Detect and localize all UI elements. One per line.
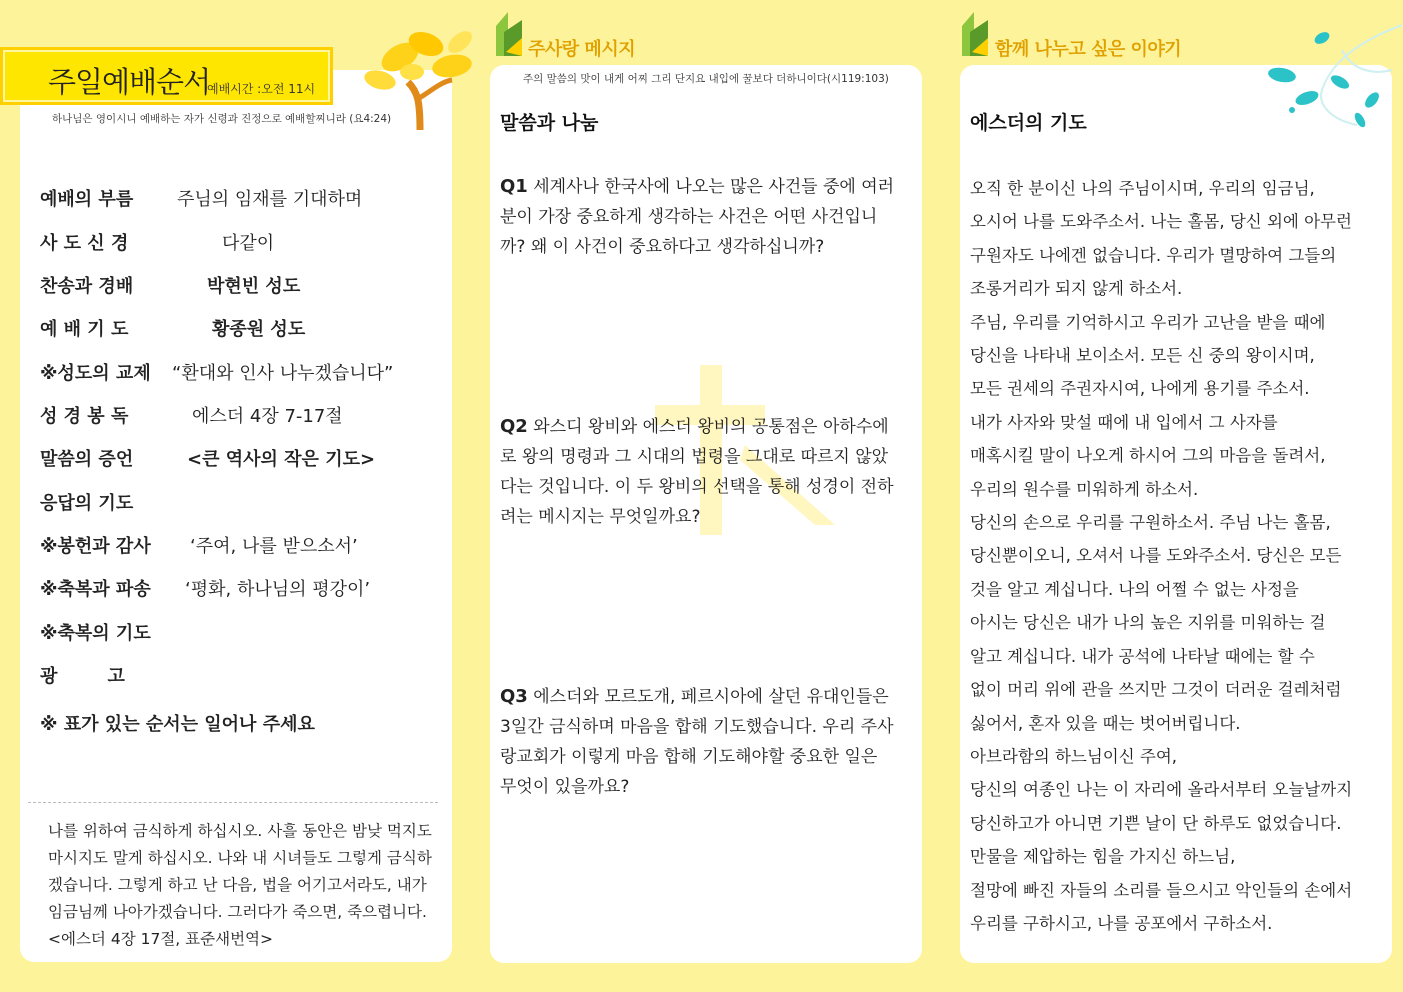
order-item-label: 사 도 신 경: [40, 233, 129, 254]
service-time: 예배시간 :오전 11시: [207, 82, 316, 96]
order-item-label: 성 경 봉 독: [40, 406, 129, 427]
prayer-line: 오시어 나를 도와주소서. 나는 홀몸, 당신 외에 아무런: [970, 212, 1352, 232]
prayer-line: 당신을 나타내 보이소서. 모든 신 중의 왕이시며,: [970, 346, 1315, 366]
order-item-value: 다같이: [222, 233, 275, 254]
order-item-label: ※봉헌과 감사: [40, 536, 151, 557]
prayer-line: 당신의 여종인 나는 이 자리에 올라서부터 오늘날까지: [970, 780, 1353, 800]
standing-note-text: ※ 표가 있는 순서는 일어나 주세요: [40, 714, 315, 735]
prayer-line: 오직 한 분이신 나의 주님이시며, 우리의 임금님,: [970, 179, 1315, 198]
order-item-value: 박현빈 성도: [207, 276, 301, 297]
prayer-text: [970, 172, 1370, 940]
order-item: [40, 489, 133, 515]
prayer-line: 주님, 우리를 기억하시고 우리가 고난을 받을 때에: [970, 312, 1326, 332]
order-item: [40, 662, 125, 688]
order-item-value: 황종원 성도: [212, 319, 306, 340]
order-item-value: ‘평화, 하나님의 평강이’: [185, 579, 371, 600]
prayer-line: 당신뿐이오니, 오셔서 나를 도와주소서. 당신은 모든: [970, 546, 1342, 566]
order-item-label: 예배의 부름: [40, 189, 134, 210]
message-verse: 주의 말씀의 맛이 내게 어찌 그리 단지요 내입에 꿀보다 더하니이다(시119:103): [523, 73, 889, 85]
prayer-line: 우리를 구하시고, 나를 공포에서 구하소서.: [970, 913, 1273, 933]
order-item-label: ※축복과 파송: [40, 579, 151, 600]
order-item: [40, 575, 371, 601]
order-item-label: 예 배 기 도: [40, 319, 129, 340]
order-item: [40, 359, 394, 385]
question-text: 세계사나 한국사에 나오는 많은 사건들 중에 여러분이 가장 중요하게 생각하는 사건은 어떤 사건입니까? 왜 이 사건이 중요하다고 생각하십니까?: [500, 177, 895, 257]
order-item: [40, 402, 343, 428]
order-item: [40, 272, 301, 298]
question-number: Q2: [500, 416, 528, 437]
prayer-line: 매혹시킬 말이 나오게 하시어 그의 마음을 돌려서,: [970, 446, 1326, 466]
order-item-label: 응답의 기도: [40, 493, 134, 514]
order-item: [40, 445, 376, 471]
message-title: 말씀과 나눔: [500, 112, 599, 134]
prayer-line: 조롱거리가 되지 않게 하소서.: [970, 279, 1183, 299]
prayer-line: 아브라함의 하느님이신 주여,: [970, 746, 1178, 766]
prayer-line: 모든 권세의 주권자시여, 나에게 용기를 주소서.: [970, 379, 1310, 399]
prayer-line: 당신하고가 아니면 기쁜 날이 단 하루도 없었습니다.: [970, 813, 1342, 833]
page-title: 주일예배순서: [48, 65, 211, 99]
order-item-value: 에스더 4장 7-17절: [192, 406, 343, 427]
order-item: [40, 315, 306, 341]
divider: [28, 802, 438, 803]
prayer-line: 아시는 당신은 내가 나의 높은 지위를 미워하는 걸: [970, 613, 1326, 633]
order-item-label: ※축복의 기도: [40, 623, 151, 644]
order-item: [40, 532, 358, 558]
order-item-value: <큰 역사의 작은 기도>: [187, 449, 376, 470]
order-item-label: 찬송과 경배: [40, 276, 134, 297]
order-item-value: ‘주여, 나를 받으소서’: [190, 536, 358, 557]
question-q3: [500, 682, 895, 802]
question-q2: [500, 412, 895, 532]
order-item: [40, 185, 363, 211]
prayer-line: 당신의 손으로 우리를 구원하소서. 주님 나는 홀몸,: [970, 513, 1331, 533]
prayer-line: 알고 계십니다. 내가 공석에 나타날 때에는 할 수: [970, 646, 1315, 666]
question-number: Q1: [500, 176, 528, 197]
green-arrow-icon: [492, 12, 526, 56]
order-item: [40, 229, 275, 255]
section-title-story: 함께 나누고 싶은 이야기: [995, 39, 1182, 60]
order-item: [40, 619, 151, 645]
prayer-line: 만물을 제압하는 힘을 가지신 하느님,: [970, 847, 1236, 867]
prayer-line: 구원자도 나에겐 없습니다. 우리가 멸망하여 그들의: [970, 245, 1337, 265]
prayer-line: 없이 머리 위에 관을 쓰지만 그것이 더러운 걸레처럼: [970, 680, 1342, 700]
question-q1: [500, 172, 895, 262]
question-text: 에스더와 모르도개, 페르시아에 살던 유대인들은 3일간 금식하며 마음을 합해 기도했습니다. 우리 주사랑교회가 이렇게 마음 합해 기도해야할 중요한 일은 무엇이 있을까요?: [500, 687, 894, 797]
prayer-line: 절망에 빠진 자들의 소리를 들으시고 악인들의 손에서: [970, 880, 1353, 900]
order-item-label: 광 고: [40, 666, 125, 687]
order-item-value: 주님의 임재를 기대하며: [177, 189, 363, 210]
title-verse: 하나님은 영이시니 예배하는 자가 신령과 진정으로 예배할찌니라 (요4:24): [52, 113, 392, 125]
standing-note: [40, 710, 315, 736]
question-number: Q3: [500, 686, 528, 707]
bottom-verse: 나를 위하여 금식하게 하십시오. 사흘 동안은 밤낮 먹지도 마시지도 말게 하십시오. 나와 내 시녀들도 그렇게 금식하겠습니다. 그렇게 하고 난 다음, 법을 어기고서라도, 내가 임금님께 나아가겠습니다. 그러다가 죽으면, 죽으렵니다. <에스더 4장 17절, 표준새번역>: [48, 822, 432, 948]
prayer-line: 우리의 원수를 미워하게 하소서.: [970, 479, 1199, 499]
order-item-label: 말씀의 증언: [40, 449, 134, 470]
order-item-value: “환대와 인사 나누겠습니다”: [172, 363, 394, 384]
tree-decoration-icon: [360, 22, 480, 132]
prayer-line: 것을 알고 계십니다. 나의 어쩔 수 없는 사정을: [970, 579, 1299, 599]
prayer-line: 싫어서, 혼자 있을 때는 벗어버립니다.: [970, 713, 1241, 733]
floral-decoration-icon: [1262, 20, 1402, 130]
question-text: 와스디 왕비와 에스더 왕비의 공통점은 아하수에로 왕의 명령과 그 시대의 법령을 그대로 따르지 않았다는 것입니다. 이 두 왕비의 선택을 통해 성경이 전하려는 메시지는 무엇일까요?: [500, 417, 894, 527]
green-arrow-icon: [958, 12, 992, 56]
section-title-message: 주사랑 메시지: [528, 39, 636, 60]
story-title: 에스더의 기도: [970, 112, 1087, 134]
order-item-label: ※성도의 교제: [40, 363, 151, 384]
prayer-line: 내가 사자와 맞설 때에 내 입에서 그 사자를: [970, 412, 1278, 432]
